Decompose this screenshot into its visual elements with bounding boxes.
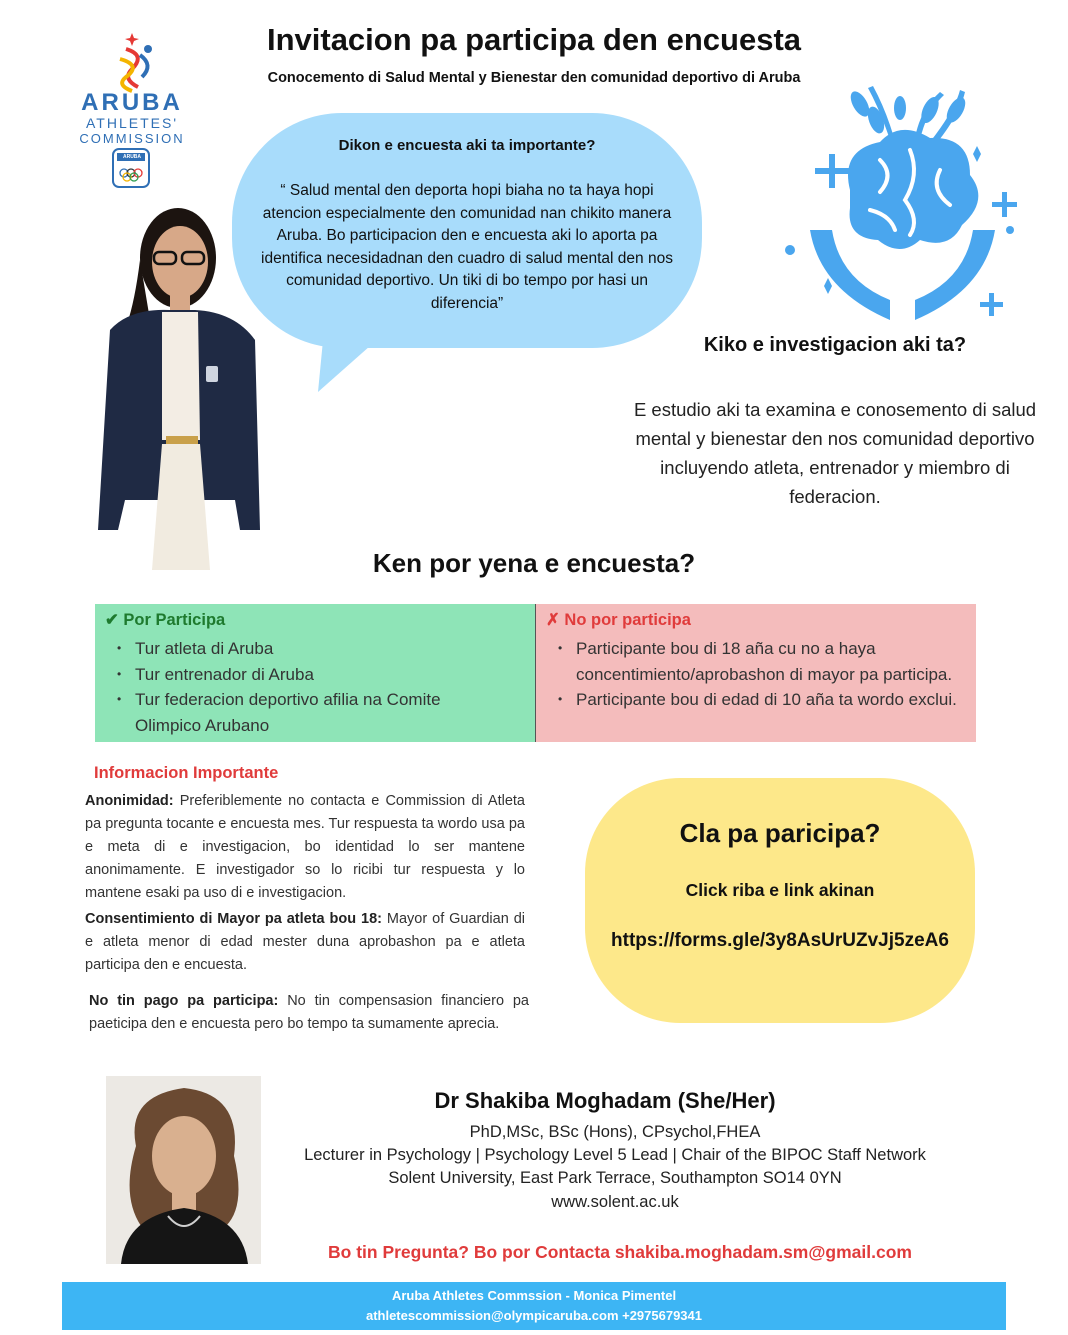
researcher-credentials: PhD,MSc, BSc (Hons), CPsychol,FHEA <box>469 1123 761 1141</box>
bubble-heading: Dikon e encuesta aki ta importante? <box>338 137 596 154</box>
bubble-quote: “ Salud mental den deporta hopi biaha no ta haya hopi atencion especialmente den comunidad nan chikito manera Aruba. Bo participacion den e encuesta aki lo aporta pa identifica necesidadnan den cuadro di salud mental den nos comunidad deportivo. Un tiki di bo tempo por hasi un diferencia” <box>261 182 673 312</box>
researcher-name: Dr Shakiba Moghadam (She/Her) <box>434 1088 776 1113</box>
page-subtitle: Conocemento di Salud Mental y Bienestar den comunidad deportivo di Aruba <box>267 70 801 86</box>
brain-hands-icon <box>780 80 1020 325</box>
eligible-list <box>115 636 535 738</box>
footer-organization: Aruba Athletes Commssion - Monica Pimentel <box>391 1288 677 1303</box>
list-item: • Tur atleta di Aruba <box>135 636 535 662</box>
logo-text-aruba: ARUBA <box>81 89 183 116</box>
anonymity-paragraph <box>85 790 525 905</box>
eligibility-heading: Ken por yena e encuesta? <box>372 548 696 578</box>
consent-text: Mayor of Guardian di e atleta menor di edad mester duna aprobashon pa e atleta participa den e encuesta. <box>85 911 525 973</box>
logo-emblem-text: ARUBA <box>122 154 142 160</box>
cta-heading: Cla pa paricipa? <box>679 818 881 848</box>
payment-paragraph <box>89 990 529 1036</box>
list-item: • Tur entrenador di Aruba <box>135 662 535 688</box>
logo-text-athletes: ATHLETES' <box>86 115 178 131</box>
list-item: • Participante bou di edad di 10 aña ta wordo exclui. <box>576 687 976 713</box>
consent-label: Consentimiento di Mayor pa atleta bou 18: <box>85 911 382 927</box>
not-eligible-heading: ✗ No por participa <box>546 611 691 629</box>
eligible-heading: ✔ Por Participa <box>105 611 226 629</box>
contact-line[interactable]: Bo tin Pregunta? Bo por Contacta shakiba.moghadam.sm@gmail.com <box>328 1242 912 1262</box>
anonymity-label: Anonimidad: <box>85 793 174 809</box>
researcher-role: Lecturer in Psychology | Psychology Level 5 Lead | Chair of the BIPOC Staff Network <box>304 1146 926 1164</box>
footer-contact[interactable]: athletescommission@olympicaruba.com +2975679341 <box>365 1308 703 1323</box>
researcher-photo <box>106 1076 261 1264</box>
athlete-photo <box>70 200 280 570</box>
researcher-address: Solent University, East Park Terrace, Southampton SO14 0YN <box>388 1169 842 1187</box>
page-title: Invitacion pa participa den encuesta <box>266 22 802 57</box>
not-eligible-list <box>556 636 976 713</box>
researcher-website[interactable]: www.solent.ac.uk <box>551 1193 679 1211</box>
research-description: E estudio aki ta examina e conosemento di salud mental y bienestar den nos comunidad deportivo incluyendo atleta, entrenador y miembro di federacion. <box>633 399 1037 507</box>
consent-paragraph <box>85 908 525 977</box>
info-heading: Informacion Importante <box>94 764 279 782</box>
cta-subheading: Click riba e link akinan <box>685 880 875 900</box>
payment-label: No tin pago pa participa: <box>89 993 279 1009</box>
survey-link[interactable]: https://forms.gle/3y8AsUrUZvJj5zeA6 <box>611 930 949 951</box>
logo-text-commission: COMMISSION <box>79 131 185 146</box>
research-heading: Kiko e investigacion aki ta? <box>703 334 967 356</box>
list-item: • Tur federacion deportivo afilia na Comite Olimpico Arubano <box>135 687 475 738</box>
eligible-box <box>95 604 535 742</box>
list-item: • Participante bou di 18 aña cu no a haya concentimiento/aprobashon di mayor pa participa. <box>576 636 976 687</box>
anonymity-text: Preferiblemente no contacta e Commission di Atleta pa pregunta tocante e encuesta mes. Tur respuesta ta wordo usa pa e meta di e investigacion, bo identidad lo ser mantene anonimamente. E investigador so lo ricibi tur respuesta y lo mantene esaki pa uso di e investigacion. <box>85 793 525 901</box>
speech-bubble-tail <box>318 330 388 400</box>
aruba-athletes-logo <box>62 25 202 200</box>
not-eligible-box <box>535 604 976 742</box>
footer-bar <box>62 1282 1006 1330</box>
payment-text: No tin compensasion financiero pa paeticipa den e encuesta pero bo tempo ta sumamente aprecia. <box>89 993 529 1032</box>
